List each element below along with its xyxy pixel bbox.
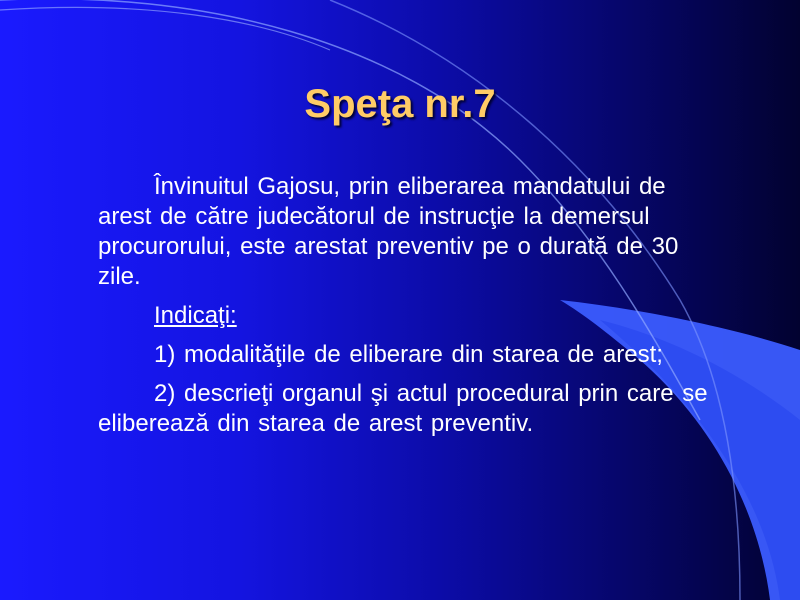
slide-title: Speţa nr.7 <box>304 82 496 126</box>
instructions-heading: Indicaţi: <box>154 302 237 329</box>
case-description-paragraph: Învinuitul Gajosu, prin eliberarea mandatului de arest de către judecătorul de instrucţie la demersul procurorului, este arestat preventiv pe o durată de 30 zile. <box>98 173 679 290</box>
question-2-paragraph: 2) descrieţi organul şi actul procedural prin care se eliberează din starea de arest preventiv. <box>98 380 708 437</box>
slide-body <box>98 172 718 448</box>
question-1-paragraph: 1) modalităţile de eliberare din starea de arest; <box>154 341 663 368</box>
